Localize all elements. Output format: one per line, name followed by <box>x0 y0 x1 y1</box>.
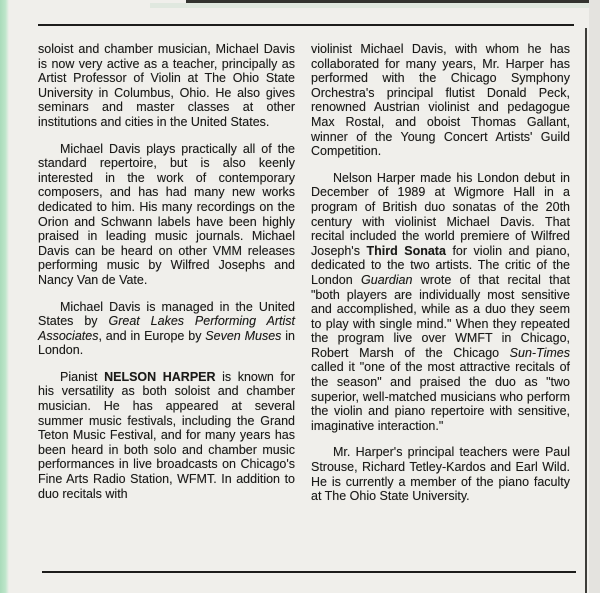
text-run: Mr. Harper's principal teachers were Paul Strouse, Richard Tetley-Kardos and Earl Wild. He is currently a member of the piano faculty at The Ohio State University. <box>311 445 570 504</box>
left-text-column <box>38 42 295 513</box>
paragraph-davis-management <box>38 300 295 358</box>
text-run-italic: Seven Muses <box>205 328 282 343</box>
paragraph-davis-teaching <box>38 42 295 130</box>
paragraph-harper-london-debut <box>311 171 570 434</box>
text-run: Michael Davis plays practically all of the standard repertoire, but is also keenly interested in the work of contemporary composers, and has had many new works dedicated to him. His many recordings on the Orion and Schwann labels have been highly praised in leading music journals. Michael Davis can be heard on other VMM releases performing music by Wilfred Josephs and Nancy Van de Vate. <box>38 141 295 287</box>
text-run: Michael Davis is managed in the United States by <box>38 299 295 329</box>
right-text-column <box>311 42 570 516</box>
paragraph-harper-collaborations <box>311 42 570 159</box>
text-run: soloist and chamber musician, Michael Davis is now very active as a teacher, principally as Artist Professor of Violin at The Ohio State University in Columbus, Ohio. He also gives seminars and master classes at other institutions and cities in the United States. <box>38 42 295 129</box>
text-run: Pianist <box>60 369 105 384</box>
top-horizontal-rule <box>38 24 574 26</box>
bottom-horizontal-rule <box>42 571 576 573</box>
paragraph-harper-intro <box>38 370 295 501</box>
text-run-bold: NELSON HARPER <box>104 369 216 384</box>
right-page-edge-line <box>585 28 587 593</box>
paragraph-harper-teachers <box>311 445 570 503</box>
text-run-italic: Great Lakes Performing Artist Associates <box>38 314 295 343</box>
text-run-italic: Sun-Times <box>509 345 570 360</box>
text-run: called it "one of the most attractive recitals of the season" and praised the duo as "two superior, well-matched musicians who perform the violin and piano repertoire with sensitive, imaginative interaction." <box>311 360 570 433</box>
text-run: violinist Michael Davis, with whom he has collaborated for many years, Mr. Harper has performed with the Chicago Symphony Orchestra's principal flutist Donald Peck, renowned Austrian violinist and pedagogue Max Rostal, and oboist Thomas Gallant, winner of the Young Concert Artists' Guild Competition. <box>311 42 570 159</box>
text-run-bold: Third Sonata <box>366 243 446 258</box>
text-run: for violin and piano, dedicated to the two artists. The critic of the London <box>311 243 570 287</box>
left-edge-green-band <box>0 0 9 593</box>
text-run-italic: Guardian <box>361 272 413 287</box>
paragraph-davis-repertoire <box>38 142 295 288</box>
text-run: wrote of that recital that "both players are individually most sensitive and accomplished, while as a duo they seem to play with single mind." When they repeated the program live over WMFT in Chicago, Robert Marsh of the Chicago <box>311 272 570 360</box>
right-margin-shade <box>589 0 600 593</box>
text-run: in London. <box>38 328 296 358</box>
top-scan-edge-tint <box>150 3 600 8</box>
text-run: Nelson Harper made his London debut in December of 1989 at Wigmore Hall in a program of British duo sonatas of the 20th century with violinist Michael Davis. That recital included the world premiere of Wilfred Joseph's <box>311 170 570 258</box>
text-run: , and in Europe by <box>98 328 206 343</box>
text-run: is known for his versatility as both soloist and chamber musician. He has appeared at several summer music festivals, including the Grand Teton Music Festival, and for many years has been heard in both solo and chamber music performances in live broadcasts on Chicago's Fine Arts Radio Station, WFMT. In addition to duo recitals with <box>38 369 296 501</box>
